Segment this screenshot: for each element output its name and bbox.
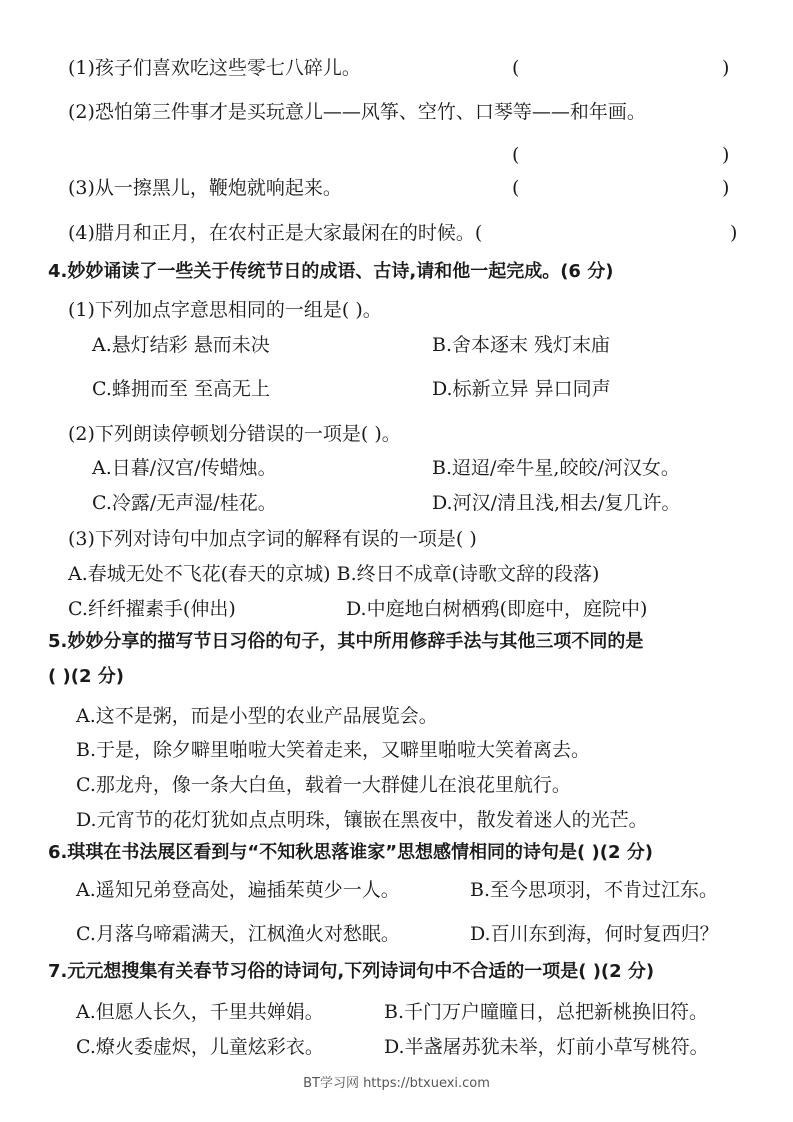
q6-option-b: B.至今思项羽，不肯过江东。 xyxy=(470,879,719,901)
answer-paren-open-1: ( xyxy=(512,57,520,79)
q4-1-option-b: B.舍本逐末 残灯末庙 xyxy=(432,334,611,356)
q4-3-option-ab: A.春城无处不飞花(春天的京城) B.终日不成章(诗歌文辞的段落) xyxy=(68,563,600,585)
question-7-title: 7.元元想搜集有关春节习俗的诗词句,下列诗词句中不合适的一项是( )(2 分) xyxy=(48,961,655,982)
q4-1-option-d: D.标新立异 异口同声 xyxy=(432,378,611,400)
item-2: (2)恐怕第三件事才是买玩意儿——风筝、空竹、口琴等——和年画。 xyxy=(68,101,646,123)
q7-option-d: D.半盏屠苏犹未举，灯前小草写桃符。 xyxy=(384,1036,709,1058)
item-3: (3)从一擦黑儿，鞭炮就响起来。 xyxy=(68,177,342,199)
q4-sub-1: (1)下列加点字意思相同的一组是( )。 xyxy=(68,299,382,321)
question-4-title: 4.妙妙诵读了一些关于传统节日的成语、古诗,请和他一起完成。(6 分) xyxy=(48,261,614,282)
answer-paren-close-1: ) xyxy=(722,57,730,79)
item-1: (1)孩子们喜欢吃这些零七八碎儿。 xyxy=(68,57,361,79)
q4-sub-3: (3)下列对诗句中加点字词的解释有误的一项是( ) xyxy=(68,528,477,550)
q4-3-option-d: D.中庭地白树栖鸦(即庭中，庭院中) xyxy=(346,598,648,620)
item-4: (4)腊月和正月，在农村正是大家最闲在的时候。( xyxy=(68,222,483,244)
q4-2-option-c: C.冷露/无声湿/桂花。 xyxy=(92,492,277,514)
q7-option-c: C.燎火委虚烬，儿童炫彩衣。 xyxy=(76,1036,324,1058)
q4-2-option-b: B.迢迢/牵牛星,皎皎/河汉女。 xyxy=(432,457,680,479)
q6-option-a: A.遥知兄弟登高处，遍插茱萸少一人。 xyxy=(76,879,400,901)
q5-option-b: B.于是，除夕噼里啪啦大笑着走来，又噼里啪啦大笑着离去。 xyxy=(76,739,591,761)
answer-paren-close-4: ) xyxy=(730,222,738,244)
page-footer: BT学习网 https://btxuexi.com xyxy=(303,1076,490,1091)
q6-option-d: D.百川东到海，何时复西归？ xyxy=(470,923,719,945)
q4-3-option-c: C.纤纤擢素手(伸出) xyxy=(68,598,236,620)
answer-paren-open-3: ( xyxy=(512,177,520,199)
answer-paren-close-3: ) xyxy=(722,177,730,199)
q4-1-option-a: A.悬灯结彩 悬而未决 xyxy=(92,334,270,356)
q4-2-option-d: D.河汉/清且浅,相去/复几许。 xyxy=(432,492,681,514)
q5-option-a: A.这不是粥，而是小型的农业产品展览会。 xyxy=(76,705,438,727)
q7-option-b: B.千门万户曈曈日，总把新桃换旧符。 xyxy=(384,1001,709,1023)
answer-paren-close-2: ) xyxy=(722,144,730,166)
question-5-title-cont: ( )(2 分) xyxy=(48,666,124,687)
q4-2-option-a: A.日暮/汉宫/传蜡烛。 xyxy=(92,457,277,479)
q5-option-c: C.那龙舟，像一条大白鱼，载着一大群健儿在浪花里航行。 xyxy=(76,774,571,796)
question-5-title: 5.妙妙分享的描写节日习俗的句子，其中所用修辞手法与其他三项不同的是 xyxy=(48,631,644,652)
q7-option-a: A.但愿人长久，千里共婵娟。 xyxy=(76,1001,324,1023)
q5-option-d: D.元宵节的花灯犹如点点明珠，镶嵌在黑夜中，散发着迷人的光芒。 xyxy=(76,809,648,831)
q4-sub-2: (2)下列朗读停顿划分错误的一项是( )。 xyxy=(68,423,401,445)
q4-1-option-c: C.蜂拥而至 至高无上 xyxy=(92,378,270,400)
question-6-title: 6.琪琪在书法展区看到与“不知秋思落谁家”思想感情相同的诗句是( )(2 分) xyxy=(48,842,653,863)
answer-paren-open-2: ( xyxy=(512,144,520,166)
q6-option-c: C.月落乌啼霜满天，江枫渔火对愁眠。 xyxy=(76,923,400,945)
